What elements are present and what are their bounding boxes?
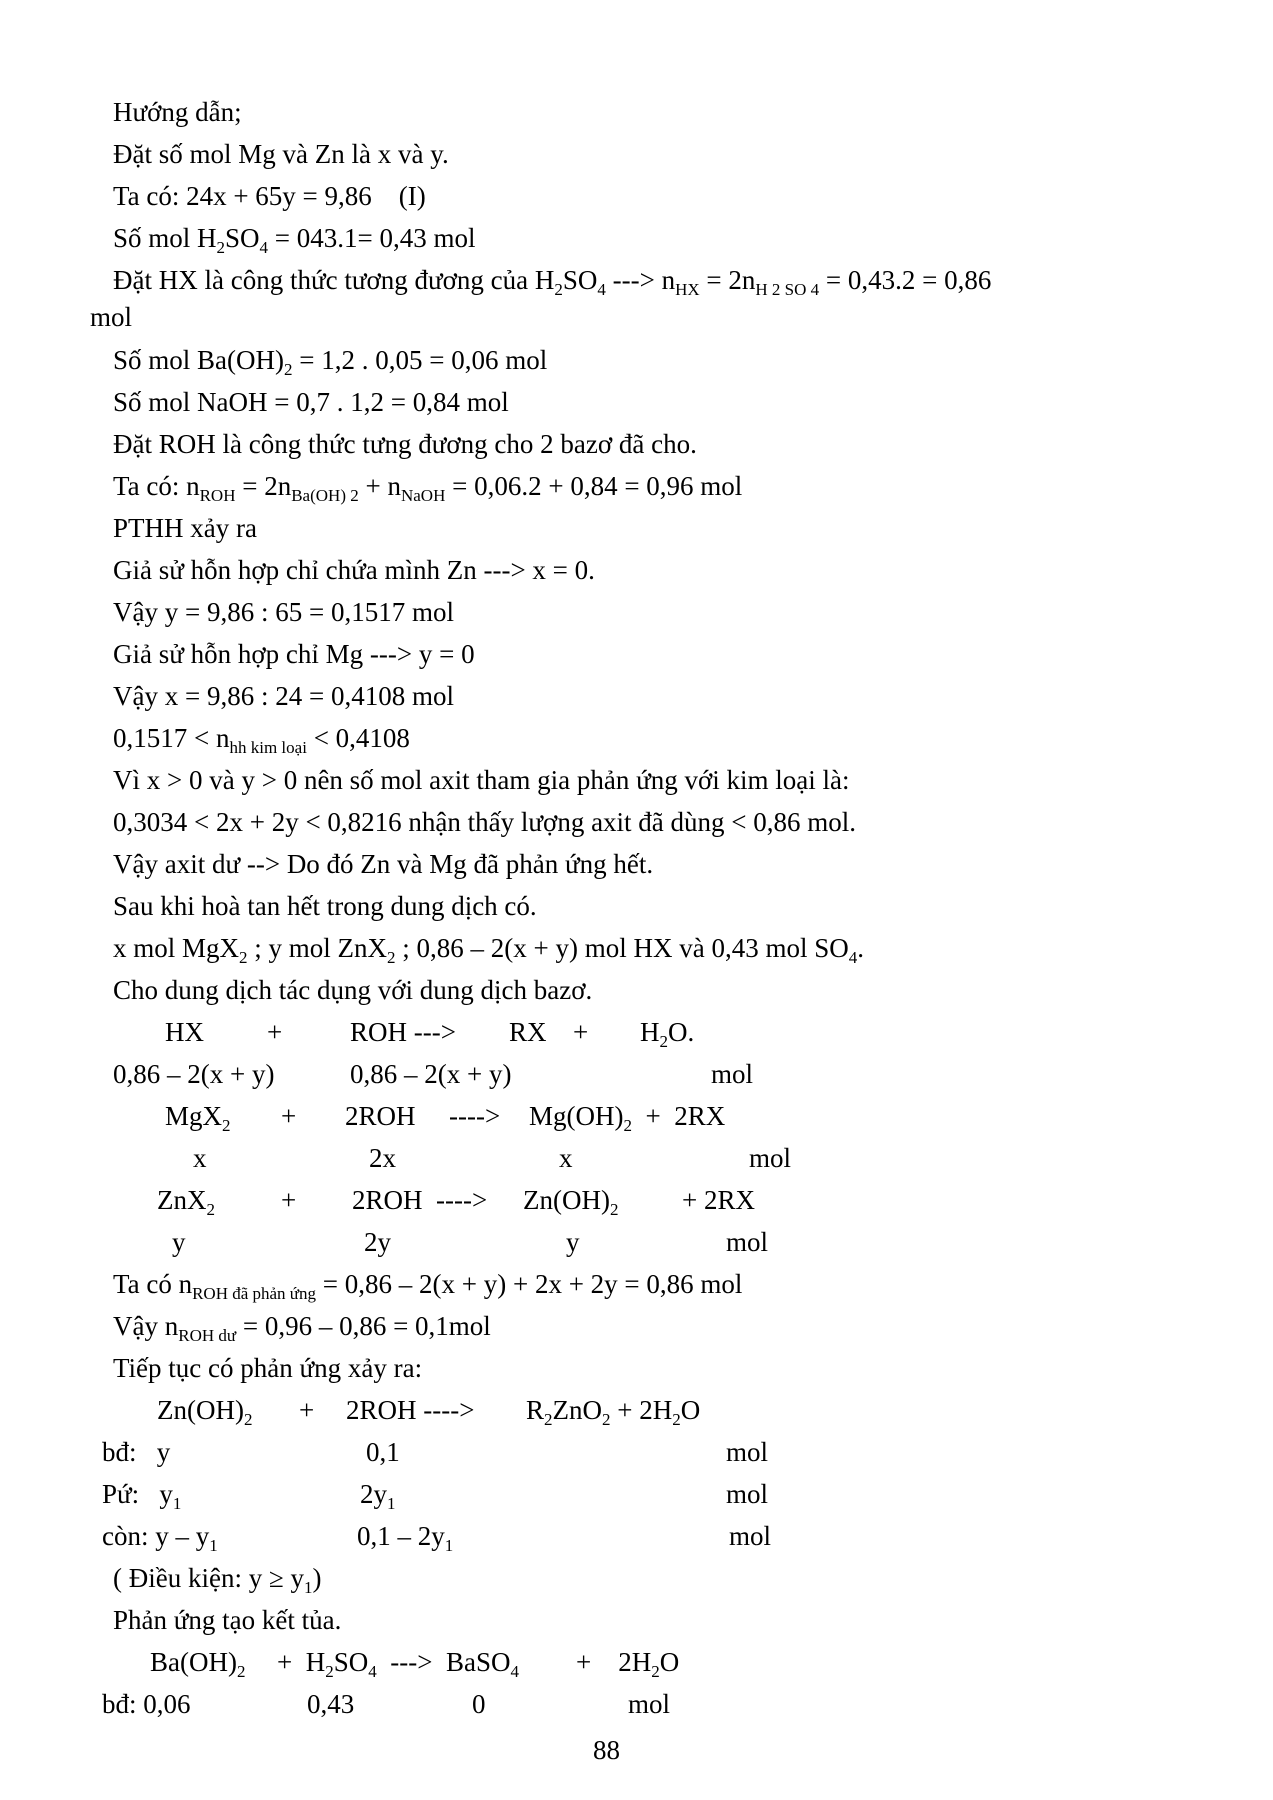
text-line-25-part-3: ----> xyxy=(449,1101,501,1131)
text-line-32-part-1: + xyxy=(299,1395,315,1425)
text-line-8: Số mol NaOH = 0,7 . 1,2 = 0,84 mol xyxy=(113,387,509,417)
page-number: 88 xyxy=(593,1735,620,1765)
text-line-6: mol xyxy=(90,302,133,332)
text-line-30: Vậy $n_{ROH dư} = 0,96 - 0,86 = 0,1mol$ xyxy=(113,1311,491,1345)
text-line-21: x mol MgX$_2$ ; y mol ZnX$_2$ ; 0,86 – 2(x + y) mol HX và 0,43 mol $SO_4$. xyxy=(113,933,864,967)
text-line-38-part-1: + $H_2SO_4$ ---> BaSO$_4$ xyxy=(277,1647,519,1681)
text-line-1: Hướng dẫn; xyxy=(113,97,242,127)
text-line-14: Giả sử hỗn hợp chỉ Mg ---> y = 0 xyxy=(113,639,475,669)
text-line-7: Số mol $Ba(OH)_2 = 1,2$ . 0,05 = 0,06 mol xyxy=(113,345,548,379)
text-line-19: Vậy axit dư --> Do đó Zn và Mg đã phản ứng hết. xyxy=(113,849,654,879)
text-line-4: Số mol $H_2SO_4 = 043.1= 0,43$ mol xyxy=(113,223,476,257)
text-line-10: Ta có: $n_{ROH} = 2n_{Ba(OH) 2} + n_{NaOH} = 0,06.2 + 0,84 = 0,96$ mol xyxy=(113,471,743,505)
text-line-28-part-1: 2y xyxy=(364,1227,391,1257)
text-line-39-part-3: mol xyxy=(628,1689,671,1719)
text-line-25-part-2: 2ROH xyxy=(345,1101,416,1131)
text-line-27-part-2: 2ROH ----> xyxy=(352,1185,488,1215)
text-line-22: Cho dung dịch tác dụng với dung dịch bazơ. xyxy=(113,975,593,1005)
text-line-28: y xyxy=(172,1227,186,1257)
text-line-16: $0,1517 < n_{hh kim loại} < 0,4108$ xyxy=(113,723,410,757)
text-line-32-part-2: 2ROH ----> xyxy=(346,1395,475,1425)
text-line-24-part-2: mol xyxy=(711,1059,754,1089)
text-line-18: 0,3034 < 2x + 2y < 0,8216 nhận thấy lượng axit đã dùng < 0,86 mol. xyxy=(113,807,857,837)
text-line-39: bđ: 0,06 xyxy=(102,1689,191,1719)
text-line-27-part-4: + 2RX xyxy=(682,1185,755,1215)
text-line-27-part-1: + xyxy=(281,1185,297,1215)
text-line-35-part-1: $0,1 - 2y_1$ xyxy=(357,1521,454,1555)
text-line-24-part-1: 0,86 – 2(x + y) xyxy=(350,1059,512,1089)
text-line-23-part-2: ROH ---> xyxy=(350,1017,456,1047)
text-line-26-part-1: 2x xyxy=(369,1143,396,1173)
text-line-28-part-2: y xyxy=(566,1227,580,1257)
text-line-12: Giả sử hỗn hợp chỉ chứa mình Zn ---> x = 0. xyxy=(113,555,595,585)
text-line-26-part-3: mol xyxy=(749,1143,792,1173)
text-line-23: HX xyxy=(165,1017,204,1047)
text-line-23-part-5: $H_2O$. xyxy=(640,1017,695,1051)
text-line-38-part-2: + $2H_2O$ xyxy=(576,1647,680,1681)
text-line-34: Pứ: $y_1$ xyxy=(102,1479,182,1513)
text-line-28-part-3: mol xyxy=(726,1227,769,1257)
text-line-38: $Ba(OH)_2$ xyxy=(150,1647,246,1681)
text-line-34-part-2: mol xyxy=(726,1479,769,1509)
text-line-32: $Zn(OH)_2$ xyxy=(157,1395,253,1429)
text-line-35-part-2: mol xyxy=(729,1521,772,1551)
text-line-26: x xyxy=(193,1143,207,1173)
text-line-26-part-2: x xyxy=(559,1143,573,1173)
text-line-29: Ta có $n_{ROH đã phản ứng} = 0,86 - 2(x + y) + 2x + 2y = 0,86$ mol xyxy=(113,1269,743,1303)
text-line-36: ( Điều kiện: $y \ge y_1$) xyxy=(113,1563,322,1597)
text-line-9: Đặt ROH là công thức tưng đương cho 2 bazơ đã cho. xyxy=(113,429,697,459)
text-line-11: PTHH xảy ra xyxy=(113,513,257,543)
text-line-34-part-1: $2y_1$ xyxy=(360,1479,396,1513)
text-line-27-part-3: $Zn(OH)_2$ xyxy=(523,1185,619,1219)
text-line-2: Đặt số mol Mg và Zn là x và y. xyxy=(113,139,449,169)
text-line-32-part-3: $R_2ZnO_2 + 2H_2O$ xyxy=(526,1395,701,1429)
text-line-39-part-2: 0 xyxy=(472,1689,486,1719)
text-line-25-part-1: + xyxy=(281,1101,297,1131)
text-line-35: còn: y – $y_1$ xyxy=(102,1521,218,1555)
text-line-13: Vậy y = 9,86 : 65 = 0,1517 mol xyxy=(113,597,454,627)
text-line-23-part-1: + xyxy=(267,1017,283,1047)
text-line-23-part-3: RX xyxy=(509,1017,547,1047)
text-line-27: ZnX$_2$ xyxy=(157,1185,215,1219)
text-line-31: Tiếp tục có phản ứng xảy ra: xyxy=(113,1353,423,1383)
text-line-25-part-4: $Mg(OH)_2 + 2RX$ xyxy=(529,1101,726,1135)
text-line-15: Vậy x = 9,86 : 24 = 0,4108 mol xyxy=(113,681,454,711)
text-line-17: Vì x > 0 và y > 0 nên số mol axit tham gia phản ứng với kim loại là: xyxy=(113,765,850,795)
text-line-37: Phản ứng tạo kết tủa. xyxy=(113,1605,342,1635)
text-line-33-part-1: 0,1 xyxy=(366,1437,400,1467)
text-line-5: Đặt HX là công thức tương đương của $H_2SO_4$ ---> $n_{HX} = 2n_{H 2 SO 4} = 0,43.2 = 0,86$ xyxy=(113,265,992,299)
text-line-25: MgX$_2$ xyxy=(165,1101,231,1135)
text-line-3: Ta có: 24x + 65y = 9,86 (I) xyxy=(113,181,426,211)
text-line-23-part-4: + xyxy=(573,1017,589,1047)
text-line-24: 0,86 – 2(x + y) xyxy=(113,1059,275,1089)
text-line-33-part-2: mol xyxy=(726,1437,769,1467)
text-line-33: bđ: y xyxy=(102,1437,171,1467)
text-line-39-part-1: 0,43 xyxy=(307,1689,355,1719)
text-line-20: Sau khi hoà tan hết trong dung dịch có. xyxy=(113,891,537,921)
